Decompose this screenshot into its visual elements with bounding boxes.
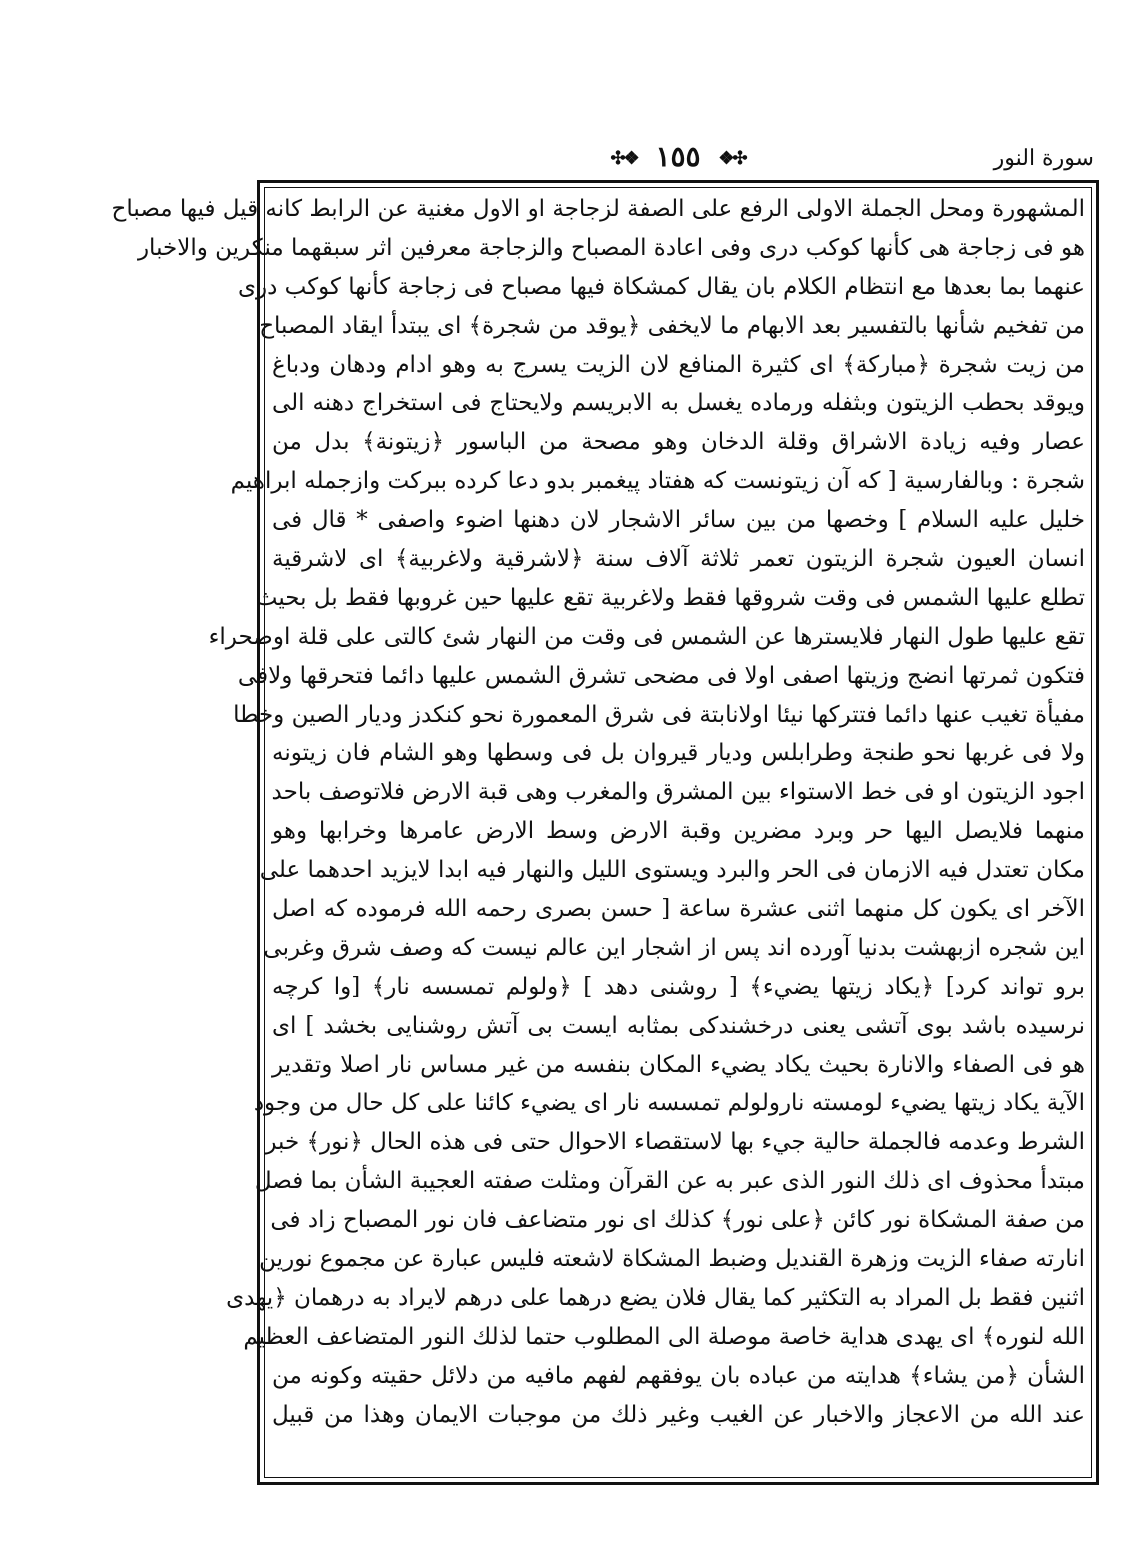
text-line: عصار وفيه زيادة الاشراق وقلة الدخان وهو مصحة من الباسور ﴿زيتونة﴾ بدل من bbox=[272, 429, 1085, 456]
ornament-icon: ❖✣ bbox=[610, 148, 638, 169]
text-line: عنهما بما بعدها مع انتظام الكلام بان يقال كمشكاة فيها مصباح فى زجاجة كأنها كوكب درى bbox=[237, 273, 1085, 300]
text-line: شجرة : وبالفارسية [ كه آن زيتونست كه هفتاد پيغمبر بدو دعا كرده ببركت وازجمله ابراهيم bbox=[230, 468, 1085, 495]
text-line: منهما فلايصل اليها حر وبرد مضرين وقبة الارض وسط الارض عامرها وخرابها وهو bbox=[272, 818, 1085, 845]
text-line: ولا فى غربها نحو طنجة وطرابلس وديار قيروان بل فى وسطها وهو الشام فان زيتونه bbox=[272, 740, 1085, 767]
text-line: انارته صفاء الزيت وزهرة القنديل وضبط المشكاة لاشعته فليس عبارة عن مجموع نورين bbox=[259, 1246, 1085, 1273]
text-body bbox=[111, 190, 1091, 1480]
text-line: اثنين فقط بل المراد به التكثير كما يقال فلان يضع درهما على درهم لايراد به درهمان ﴿يهدى bbox=[226, 1284, 1085, 1311]
text-line: المشهورة ومحل الجملة الاولى الرفع على الصفة لزجاجة او الاول مغنية عن الرابط كانه قيل فيها مصباح bbox=[111, 196, 1085, 222]
text-line: نرسيده باشد بوى آتشى يعنى درخشندكى بمثابه ايست بى آتش روشنايى بخشد ] اى bbox=[272, 1012, 1085, 1039]
text-line: هو فى زجاجة هى كأنها كوكب درى وفى اعادة المصباح والزجاجة معرفين اثر سبقهما منكرين والاخبار bbox=[137, 234, 1085, 261]
page-number-block bbox=[262, 140, 1094, 173]
text-line: الشأن ﴿من يشاء﴾ هدايته من عباده بان يوفقهم لفهم مافيه من دلائل حقيته وكونه من bbox=[272, 1362, 1085, 1389]
text-line: الله لنوره﴾ اى يهدى هداية خاصة موصلة الى المطلوب حتما لذلك النور المتضاعف العظيم bbox=[243, 1323, 1085, 1350]
surah-name: سورة النور bbox=[993, 146, 1094, 171]
text-line: تقع عليها طول النهار فلايسترها عن الشمس فى وقت من النهار شئ كالتى على قلة اوصحراء bbox=[208, 623, 1085, 650]
text-line: من زيت شجرة ﴿مباركة﴾ اى كثيرة المنافع لان الزيت يسرج به وهو ادام ودهان ودباغ bbox=[272, 351, 1085, 378]
text-line: من تفخيم شأنها بالتفسير بعد الابهام ما لايخفى ﴿يوقد من شجرة﴾ اى يبتدأ ايقاد المصباح bbox=[259, 312, 1085, 339]
text-line: مكان تعتدل فيه الازمان فى الحر والبرد ويستوى الليل والنهار فيه ابدا لايزيد احدهما على bbox=[259, 857, 1085, 884]
text-line: عند الله من الاعجاز والاخبار عن الغيب وغير ذلك من موجبات الايمان وهذا من قبيل bbox=[272, 1401, 1085, 1428]
text-line: تطلع عليها الشمس فى وقت شروقها فقط ولاغربية تقع عليها حين غروبها فقط بل بحيث bbox=[255, 584, 1085, 611]
text-line: من صفة المشكاة نور كائن ﴿على نور﴾ كذلك اى نور متضاعف فان نور المصباح زاد فى bbox=[270, 1207, 1085, 1234]
text-line: مبتدأ محذوف اى ذلك النور الذى عبر به عن القرآن ومثلت صفته العجيبة الشأن بما فصل bbox=[254, 1168, 1085, 1195]
text-line: الآخر اى يكون كل منهما اثنى عشرة ساعة [ حسن بصرى رحمه الله فرموده كه اصل bbox=[272, 896, 1085, 923]
text-line: هو فى الصفاء والانارة بحيث يكاد يضيء المكان بنفسه من غير مساس نار اصلا وتقدير bbox=[272, 1051, 1085, 1078]
text-line: فتكون ثمرتها انضج وزيتها اصفى اولا فى مضحى تشرق الشمس عليها دائما فتحرقها ولافى bbox=[237, 662, 1085, 689]
text-line: برو تواند كرد] ﴿يكاد زيتها يضيء﴾ [ روشنى دهد ] ﴿ولولم تمسسه نار﴾ [وا كرچه bbox=[272, 973, 1085, 1000]
text-line: الشرط وعدمه فالجملة حالية جيء بها لاستقصاء الاحوال حتى فى هذه الحال ﴿نور﴾ خبر bbox=[265, 1129, 1085, 1156]
text-line: خليل عليه السلام ] وخصها من بين سائر الاشجار لان دهنها اضوء واصفى * قال فى bbox=[272, 507, 1085, 534]
text-line: مفيأة تغيب عنها دائما فتتركها نيئا اولانابتة فى شرق المعمورة نحو كنكدز وديار الصين وخطا bbox=[233, 701, 1085, 728]
text-line: ويوقد بحطب الزيتون وبثفله ورماده يغسل به الابريسم ولايحتاج فى استخراج دهنه الى bbox=[272, 390, 1085, 417]
page-number: ١٥٥ bbox=[655, 140, 701, 173]
text-line: الآية يكاد زيتها يضيء لومسته نارولولم تمسسه نار اى يضيء كائنا على كل حال من وجود bbox=[253, 1090, 1085, 1117]
text-line: اجود الزيتون او فى خط الاستواء بين المشرق والمغرب وهى قبة الارض فلاتوصف باحد bbox=[271, 779, 1085, 806]
page-header bbox=[262, 140, 1094, 182]
text-line: انسان العيون شجرة الزيتون تعمر ثلاثة آلاف سنة ﴿لاشرقية ولاغربية﴾ اى لاشرقية bbox=[272, 546, 1085, 573]
ornament-icon: ✣❖ bbox=[718, 148, 746, 169]
text-line: اين شجره ازبهشت بدنيا آورده اند پس از اشجار اين عالم نيست كه وصف شرق وغربى bbox=[263, 934, 1085, 961]
